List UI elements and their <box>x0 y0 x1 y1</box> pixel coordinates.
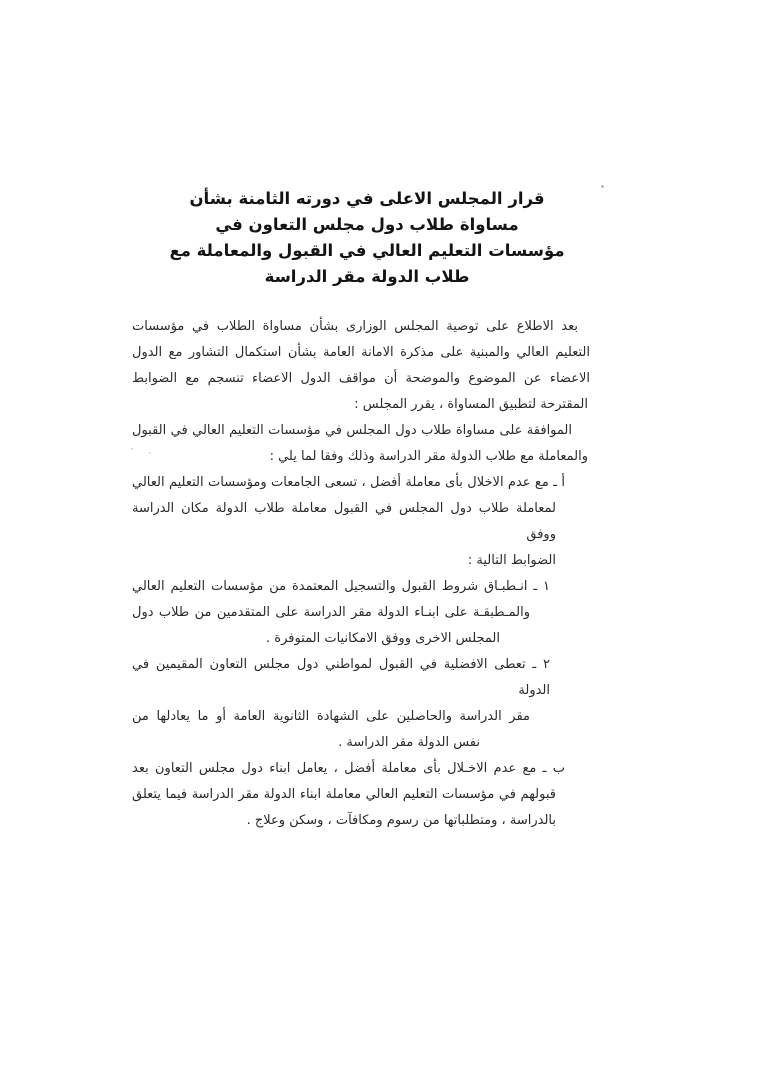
body-line-item-1-1: ١ ـ انـطبـاق شروط القبول والتسجيل المعتمدة من مؤسسات التعليم العالي <box>132 579 550 594</box>
title-line-1: قرار المجلس الاعلى في دورته الثامنة بشأن <box>189 189 545 208</box>
body-line-item-b-2: قبولهم في مؤسسات التعليم العالي معاملة ابناء الدولة مقر الدراسة فيما يتعلق <box>132 787 556 802</box>
body-line-preamble-2: التعليم العالي والمبنية على مذكرة الامانة العامة بشأن استكمال التشاور مع الدول <box>132 345 590 360</box>
body-line-decision-2: والمعاملة مع طلاب الدولة مقر الدراسة وذلك وفقا لما يلي : <box>269 449 588 464</box>
body-line-preamble-4: المقترحة لتطبيق المساواة ، يقرر المجلس : <box>354 397 588 412</box>
body-line-decision-1: الموافقة على مساواة طلاب دول المجلس في مؤسسات التعليم العالي في القبول <box>132 423 572 438</box>
body-line-preamble-1: بعد الاطلاع على توصية المجلس الوزارى بشأن مساواة الطلاب في مؤسسات <box>132 319 578 334</box>
body-line-item-b-3: بالدراسة ، ومتطلباتها من رسوم ومكافآت ، وسكن وعلاج . <box>246 813 556 828</box>
body-line-item-2-2: مقر الدراسة والحاصلين على الشهادة الثانوية العامة أو ما يعادلها من <box>132 709 530 724</box>
title-line-3: مؤسسات التعليم العالي في القبول والمعاملة مع <box>169 241 565 260</box>
document-body <box>132 314 590 834</box>
title-line-2: مساواة طلاب دول مجلس التعاون في <box>215 215 519 234</box>
body-line-item-a-3: الضوابط التالية : <box>467 553 556 568</box>
body-line-item-2-3: نفس الدولة مقر الدراسة . <box>338 735 480 750</box>
title-line-4: طلاب الدولة مقر الدراسة <box>264 267 470 286</box>
body-line-item-1-3: المجلس الاخرى ووفق الامكانيات المتوفرة . <box>266 631 500 646</box>
body-line-item-b-1: ب ـ مع عدم الاخـلال بأى معاملة أفضل ، يعامل ابناء دول مجلس التعاون بعد <box>132 761 565 776</box>
body-line-item-a-2: لمعاملة طلاب دول المجلس في القبول معاملة طلاب الدولة مكان الدراسة ووفق <box>132 501 556 542</box>
body-line-preamble-3: الاعضاء عن الموضوع والموضحة أن مواقف الدول الاعضاء تنسجم مع الضوابط <box>132 371 590 386</box>
body-line-item-1-2: والمـطبقـة على ابنـاء الدولة مقر الدراسة على المتقدمين من طلاب دول <box>132 605 530 620</box>
body-line-item-2-1: ٢ ـ تعطى الافضلية في القبول لمواطني دول مجلس التعاون المقيمين في الدولة <box>132 657 550 698</box>
document-title <box>132 186 602 290</box>
body-line-item-a-1: أ ـ مع عدم الاخلال بأى معاملة أفضل ، تسعى الجامعات ومؤسسات التعليم العالي <box>132 475 565 490</box>
